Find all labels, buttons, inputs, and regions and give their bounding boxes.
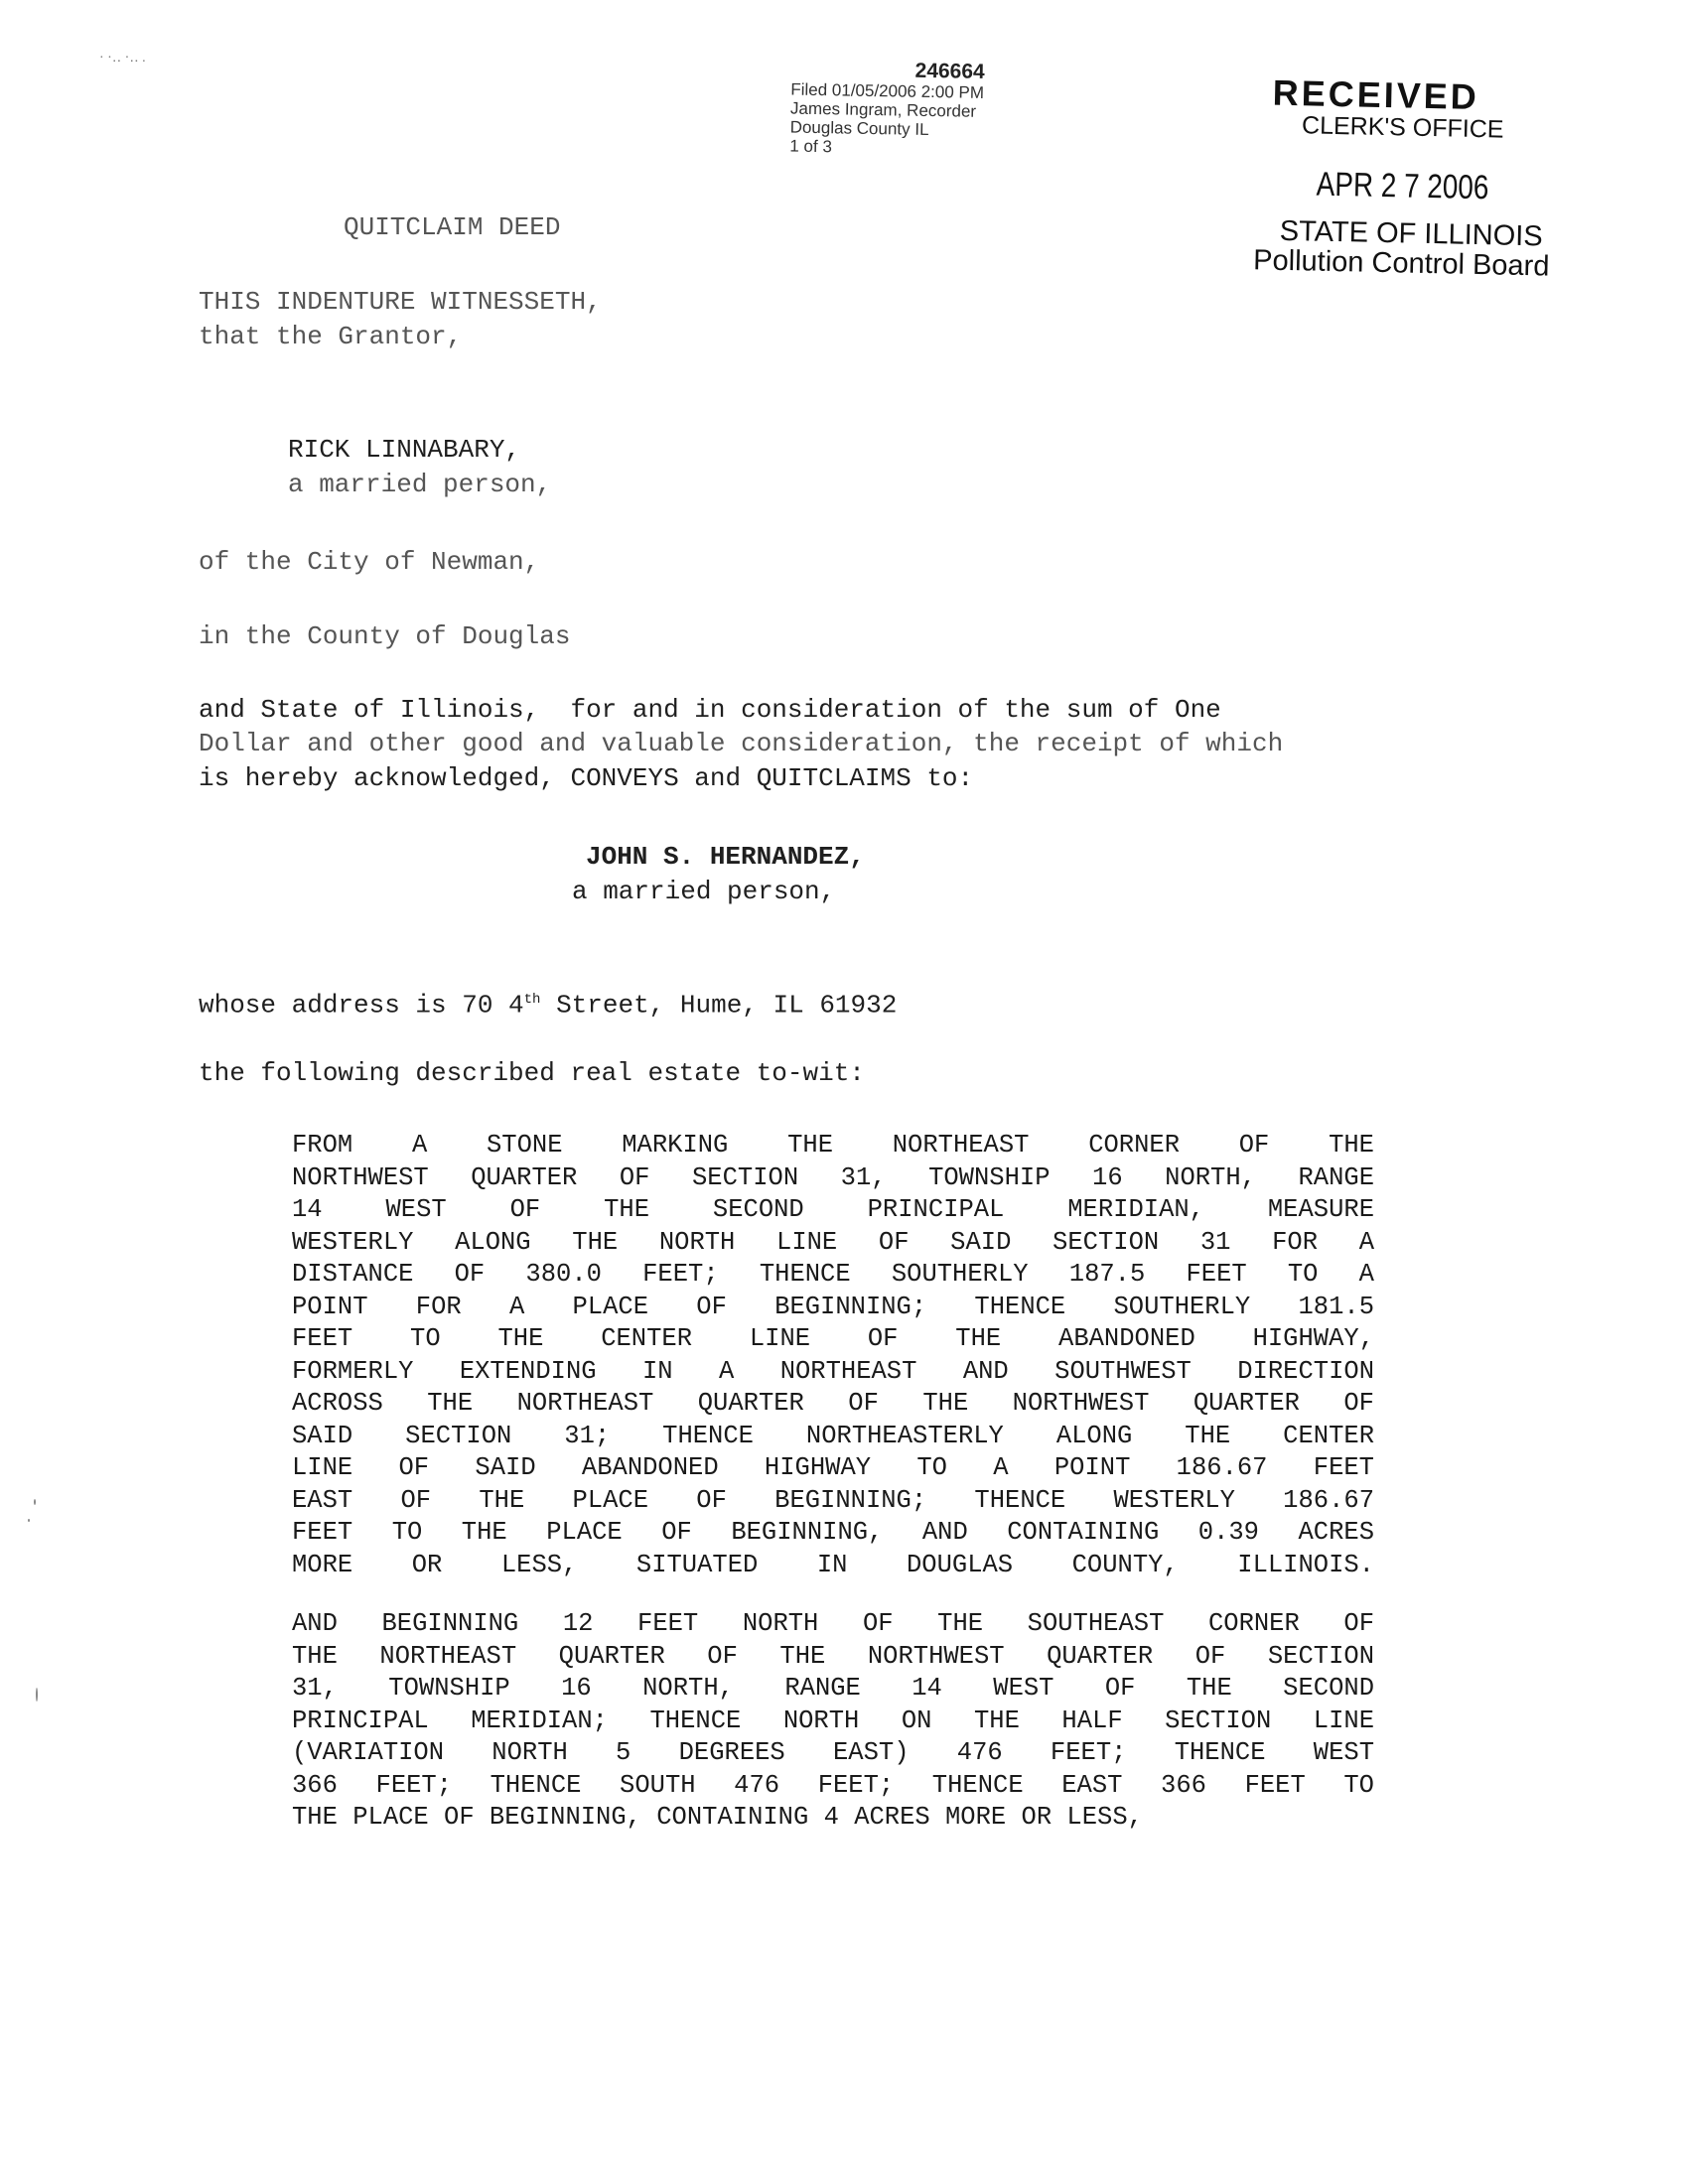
received-stamp — [1252, 71, 1591, 283]
grantee-address — [199, 983, 897, 1023]
grantor-intro: that the Grantor, — [199, 322, 463, 351]
real-estate-intro: the following described real estate to-wit: — [199, 1058, 865, 1088]
legal-line: PRINCIPAL MERIDIAN; THENCE NORTH ON THE HALF SECTION LINE — [292, 1706, 1374, 1735]
legal-line: ACROSS THE NORTHEAST QUARTER OF THE NORTHWEST QUARTER OF — [292, 1389, 1374, 1418]
recorder-filing-stamp — [789, 60, 1069, 161]
legal-line: 31, TOWNSHIP 16 NORTH, RANGE 14 WEST OF THE SECOND — [292, 1674, 1374, 1703]
recorder-county: Douglas County IL — [789, 117, 929, 139]
consideration-line-1: and State of Illinois, for and in consideration of the sum of One — [199, 695, 1221, 725]
grantor-status: a married person, — [288, 470, 552, 499]
legal-line: FEET TO THE PLACE OF BEGINNING, AND CONTAINING 0.39 ACRES — [292, 1518, 1374, 1547]
recorder-name: James Ingram, Recorder — [789, 98, 977, 121]
legal-description-parcel-1 — [292, 1130, 1374, 1581]
clerks-office-label: CLERK'S OFFICE — [1301, 111, 1504, 144]
scan-mark — [34, 1499, 36, 1505]
legal-line: POINT FOR A PLACE OF BEGINNING; THENCE SOUTHERLY 181.5 — [292, 1292, 1374, 1321]
document-number: 246664 — [914, 59, 985, 83]
board-label: Pollution Control Board — [1252, 244, 1550, 283]
legal-line: DISTANCE OF 380.0 FEET; THENCE SOUTHERLY 187.5 FEET TO A — [292, 1260, 1374, 1289]
legal-line: FROM A STONE MARKING THE NORTHEAST CORNER OF THE — [292, 1131, 1374, 1160]
grantee-name: JOHN S. HERNANDEZ, — [586, 842, 865, 872]
legal-line: NORTHWEST QUARTER OF SECTION 31, TOWNSHIP 16 NORTH, RANGE — [292, 1162, 1374, 1192]
address-superscript: th — [523, 992, 541, 1008]
legal-line: (VARIATION NORTH 5 DEGREES EAST) 476 FEET; THENCE WEST — [292, 1738, 1374, 1767]
consideration-line-3: is hereby acknowledged, CONVEYS and QUITCLAIMS to: — [199, 763, 974, 793]
filed-datetime: Filed 01/05/2006 2:00 PM — [790, 79, 985, 102]
legal-line: SAID SECTION 31; THENCE NORTHEASTERLY ALONG THE CENTER — [292, 1421, 1374, 1450]
state-label: STATE OF ILLINOIS — [1279, 214, 1543, 253]
legal-line: LINE OF SAID ABANDONED HIGHWAY TO A POINT 186.67 FEET — [292, 1453, 1374, 1482]
page-count: 1 of 3 — [789, 136, 833, 157]
witnesseth-line: THIS INDENTURE WITNESSETH, — [199, 287, 602, 317]
address-prefix: whose address is 70 4 — [199, 990, 524, 1021]
legal-line: 14 WEST OF THE SECOND PRINCIPAL MERIDIAN, MEASURE — [292, 1195, 1374, 1224]
legal-line: 366 FEET; THENCE SOUTH 476 FEET; THENCE EAST 366 FEET TO — [292, 1770, 1374, 1800]
consideration-line-2: Dollar and other good and valuable consideration, the receipt of which — [199, 729, 1284, 758]
grantor-county: in the County of Douglas — [199, 621, 571, 651]
legal-line: THE NORTHEAST QUARTER OF THE NORTHWEST QUARTER OF SECTION — [292, 1641, 1374, 1671]
legal-description-parcel-2 — [292, 1608, 1374, 1835]
legal-line: AND BEGINNING 12 FEET NORTH OF THE SOUTHEAST CORNER OF — [292, 1609, 1374, 1638]
scan-mark — [36, 1688, 38, 1702]
scan-specks: · ·‥ ·‥ . — [99, 51, 146, 66]
legal-line: FORMERLY EXTENDING IN A NORTHEAST AND SOUTHWEST DIRECTION — [292, 1356, 1374, 1386]
legal-line: FEET TO THE CENTER LINE OF THE ABANDONED HIGHWAY, — [292, 1324, 1374, 1353]
legal-line: EAST OF THE PLACE OF BEGINNING; THENCE WESTERLY 186.67 — [292, 1485, 1374, 1515]
grantor-name: RICK LINNABARY, — [288, 435, 521, 465]
received-date: APR 2 7 2006 — [1316, 165, 1489, 207]
legal-line: WESTERLY ALONG THE NORTH LINE OF SAID SECTION 31 FOR A — [292, 1227, 1374, 1257]
address-suffix: Street, Hume, IL 61932 — [540, 990, 898, 1021]
deed-title: QUITCLAIM DEED — [344, 212, 561, 242]
scan-mark — [28, 1519, 30, 1522]
received-title: RECEIVED — [1272, 71, 1480, 118]
legal-line: THE PLACE OF BEGINNING, CONTAINING 4 ACRES MORE OR LESS, — [292, 1803, 1143, 1832]
legal-line: MORE OR LESS, SITUATED IN DOUGLAS COUNTY, ILLINOIS. — [292, 1550, 1374, 1579]
grantee-status: a married person, — [572, 877, 836, 906]
grantor-city: of the City of Newman, — [199, 547, 540, 577]
